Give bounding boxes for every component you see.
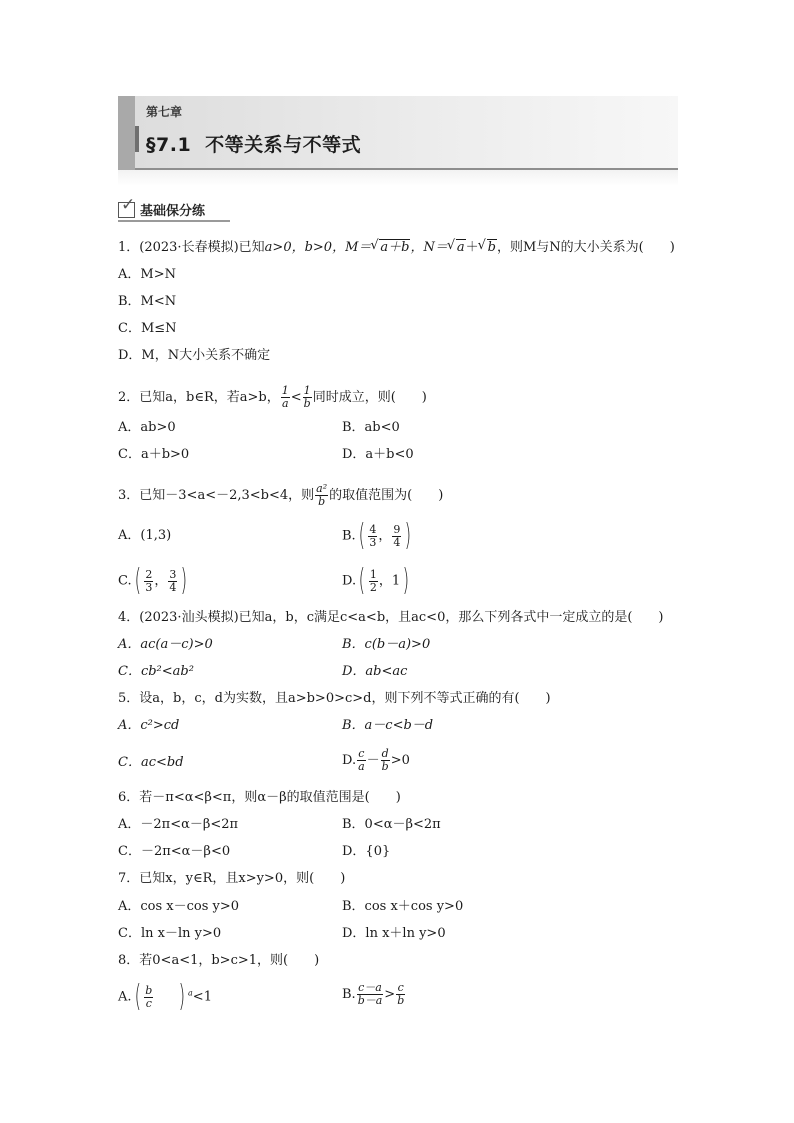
option-a: A．c²>cd — [118, 718, 180, 733]
option-label: B. — [342, 528, 356, 544]
fraction — [168, 569, 177, 594]
left-paren-icon: ( — [134, 979, 141, 1014]
header-accent — [135, 126, 139, 152]
sqrt-expression — [448, 240, 466, 256]
question-text: ) — [314, 953, 320, 968]
question-text: 已知x，y∈R，且x>y>0，则( — [139, 871, 315, 886]
question-source: (2023·汕头模拟) — [139, 610, 239, 625]
question-4 — [118, 610, 664, 626]
question-2 — [118, 385, 427, 410]
numerator: 2 — [145, 567, 153, 581]
question-number: 2． — [118, 390, 140, 405]
question-text: ) — [545, 691, 551, 706]
right-paren-icon: ) — [405, 518, 412, 553]
option-label: D. — [342, 753, 357, 768]
left-paren-icon: ( — [358, 563, 366, 598]
question-number: 5． — [118, 691, 140, 706]
question-6 — [118, 790, 401, 806]
question-number: 1． — [118, 240, 140, 255]
question-text: 已知－3<a<－2,3<b<4，则 — [139, 488, 315, 503]
fraction — [368, 524, 377, 549]
right-paren-icon: ) — [180, 563, 188, 598]
question-text: ) — [421, 390, 427, 405]
question-text: ，则M与N的大小关系为( — [496, 240, 644, 255]
question-text: 的取值范围为( — [329, 488, 413, 503]
option-b: B．ab<0 — [342, 420, 400, 435]
header-side-bar — [118, 96, 135, 174]
question-text: ) — [340, 871, 346, 886]
numerator: 9 — [393, 522, 401, 536]
option-a: A．(1,3) — [118, 528, 172, 543]
option-a — [118, 979, 212, 1014]
option-label: D. — [342, 573, 357, 589]
option-c: C．ac<bd — [118, 755, 184, 770]
question-text: 同时成立，则( — [312, 390, 396, 405]
checkmark-icon: ✓ — [121, 195, 136, 215]
chapter-label: 第七章 — [146, 105, 183, 119]
option-a: A．ac(a－c)>0 — [118, 637, 213, 652]
practice-tag — [118, 195, 230, 221]
fraction — [144, 569, 153, 594]
option-c: C．M≤N — [118, 321, 177, 336]
option-d: D．{0} — [342, 844, 391, 859]
option-label: C. — [118, 573, 132, 589]
option-d: D．M，N大小关系不确定 — [118, 348, 271, 363]
option-b — [342, 982, 406, 1007]
sqrt-expression — [371, 240, 410, 256]
radicand: b — [487, 240, 496, 255]
numerator: c — [397, 981, 404, 994]
practice-tag-underline — [118, 220, 230, 222]
question-number: 3． — [118, 488, 140, 503]
option-b: B．c(b－a)>0 — [342, 637, 431, 652]
question-source: (2023·长春模拟) — [139, 240, 239, 255]
option-d: D．ab<ac — [342, 664, 408, 679]
option-label: B. — [342, 987, 356, 1002]
denominator: 2 — [369, 580, 377, 594]
denominator: b — [397, 994, 405, 1007]
option-b: B．M<N — [118, 294, 177, 309]
question-number: 4． — [118, 610, 140, 625]
numerator: c — [358, 747, 365, 760]
option-c: C．ln x－ln y>0 — [118, 926, 222, 941]
denominator: b — [318, 495, 326, 508]
question-number: 6． — [118, 790, 140, 805]
question-8 — [118, 953, 319, 969]
question-text: 已知a，b，c满足c<a<b，且ac<0，那么下列各式中一定成立的是( — [238, 610, 633, 625]
question-text: ) — [658, 610, 664, 625]
value: 1 — [391, 573, 401, 589]
left-paren-icon: ( — [358, 518, 365, 553]
option-b: B．cos x＋cos y>0 — [342, 899, 464, 914]
question-text: <1 — [192, 989, 212, 1005]
section-number: §7.1 — [146, 134, 192, 156]
question-text: ＋ — [465, 240, 479, 255]
option-c — [118, 563, 190, 598]
right-paren-icon: ) — [402, 563, 410, 598]
denominator: c — [145, 996, 152, 1010]
question-text: 若－π<α<β<π，则α－β的取值范围是( — [139, 790, 370, 805]
fraction — [357, 748, 366, 773]
option-b: B．a－c<b－d — [342, 718, 434, 733]
option-b: B．0<α－β<2π — [342, 817, 441, 832]
denominator: a — [358, 760, 365, 773]
fraction — [303, 385, 312, 410]
question-5 — [118, 691, 551, 707]
question-text: < — [290, 390, 302, 405]
numerator: a² — [316, 482, 328, 495]
separator: ， — [378, 573, 392, 589]
option-c: C．－2π<α－β<0 — [118, 844, 231, 859]
option-c: C．a＋b>0 — [118, 447, 190, 462]
denominator: b — [303, 397, 311, 410]
denominator: a — [281, 397, 289, 410]
fraction — [381, 748, 390, 773]
question-text: ) — [438, 488, 444, 503]
question-text: 若0<a<1，b>c>1，则( — [139, 953, 289, 968]
question-text: ) — [669, 240, 675, 255]
denominator: 4 — [169, 580, 177, 594]
fraction — [396, 982, 405, 1007]
fraction — [392, 524, 401, 549]
operator: > — [384, 987, 396, 1002]
exponent: a — [188, 988, 193, 998]
fraction — [281, 385, 290, 410]
question-text: ) — [395, 790, 401, 805]
numerator: 3 — [169, 567, 177, 581]
fraction — [144, 985, 153, 1010]
practice-tag-label: 基础保分练 — [140, 204, 206, 219]
denominator: b－a — [357, 994, 383, 1007]
separator: ， — [154, 573, 168, 589]
question-text: 已知a，b∈R，若a>b， — [139, 390, 280, 405]
separator: ， — [378, 528, 392, 544]
option-a: A．M>N — [118, 267, 176, 282]
header-shadow — [118, 170, 678, 186]
numerator: 1 — [369, 567, 377, 581]
denominator: 3 — [145, 580, 153, 594]
left-paren-icon: ( — [134, 563, 141, 598]
option-d: D．a＋b<0 — [342, 447, 414, 462]
question-text: >0 — [390, 753, 410, 768]
option-d: D．ln x＋ln y>0 — [342, 926, 446, 941]
numerator: d — [381, 747, 389, 760]
question-text: 已知 — [238, 240, 265, 255]
fraction — [315, 483, 328, 508]
option-a: A．cos x－cos y>0 — [118, 899, 240, 914]
option-a: A．－2π<α－β<2π — [118, 817, 239, 832]
question-text: ，N＝ — [410, 240, 448, 255]
option-b — [342, 518, 414, 553]
option-a: A．ab>0 — [118, 420, 176, 435]
question-1 — [118, 240, 675, 256]
section-title — [146, 130, 361, 157]
denominator: b — [381, 760, 389, 773]
operator: － — [366, 753, 380, 768]
option-c: C．cb²<ab² — [118, 664, 194, 679]
question-number: 7． — [118, 871, 140, 886]
question-3 — [118, 483, 443, 508]
radicand: a — [456, 240, 465, 255]
sqrt-expression — [479, 240, 497, 256]
fraction — [357, 982, 384, 1007]
numerator: 4 — [369, 522, 377, 536]
option-label: A. — [118, 989, 132, 1005]
question-text: a>0，b>0，M＝ — [264, 240, 372, 255]
numerator: 1 — [281, 384, 289, 397]
question-text: 设a，b，c，d为实数，且a>b>0>c>d，则下列不等式正确的有( — [139, 691, 520, 706]
section-title-text: 不等关系与不等式 — [205, 134, 362, 156]
question-7 — [118, 871, 345, 887]
right-paren-icon: ) — [178, 979, 186, 1014]
fraction — [369, 569, 378, 594]
denominator: 3 — [369, 535, 377, 549]
numerator: 1 — [303, 384, 311, 397]
radicand: a＋b — [380, 240, 410, 255]
question-number: 8． — [118, 953, 140, 968]
option-d — [342, 563, 412, 598]
numerator: c－a — [358, 981, 382, 994]
chapter-header — [118, 96, 678, 174]
option-d — [342, 748, 410, 773]
numerator: b — [145, 983, 153, 997]
denominator: 4 — [393, 535, 401, 549]
